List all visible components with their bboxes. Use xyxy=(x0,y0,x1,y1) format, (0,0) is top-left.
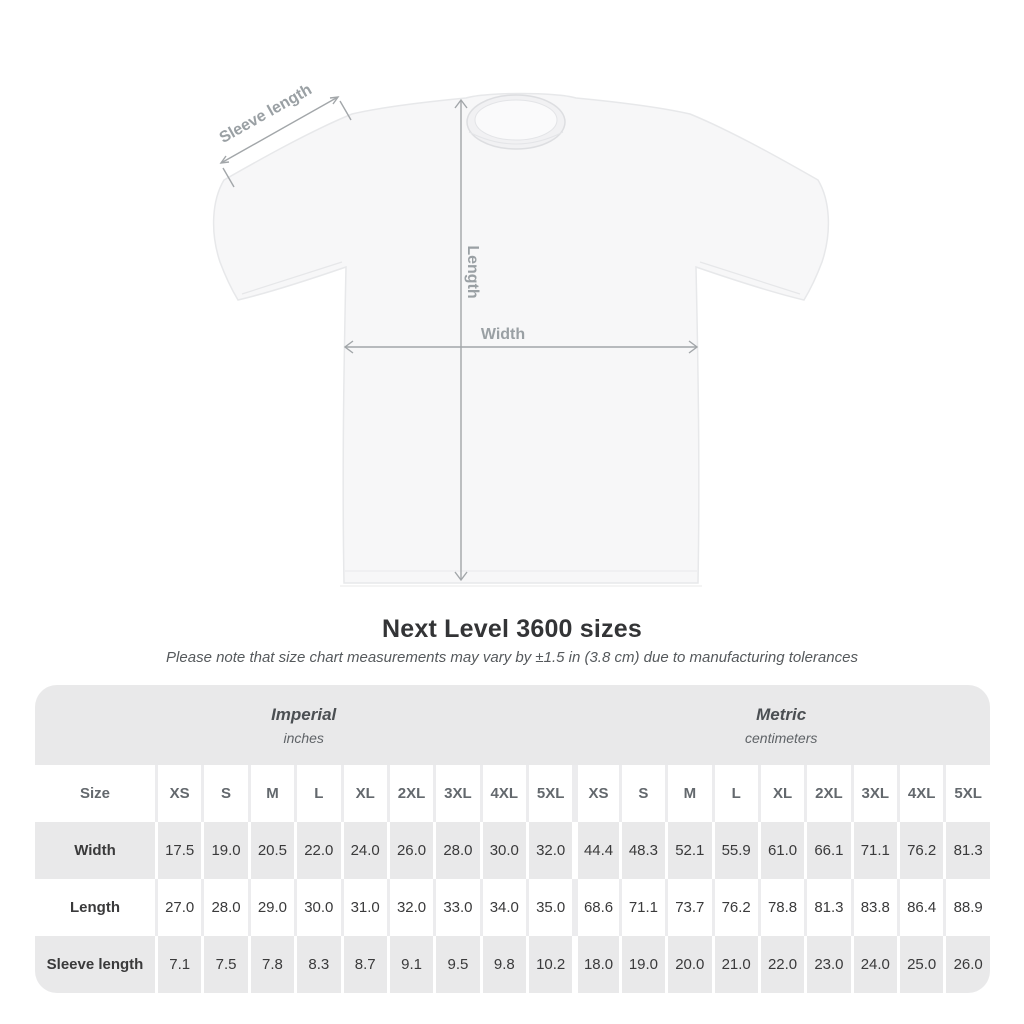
measurement-value: 24.0 xyxy=(851,936,897,993)
measurement-value: 8.3 xyxy=(294,936,340,993)
measurement-value: 20.5 xyxy=(248,822,294,879)
measurement-value: 18.0 xyxy=(572,936,618,993)
unit-group-imperial xyxy=(35,685,572,765)
metric-label: Metric xyxy=(756,704,807,724)
size-column-header: XS xyxy=(155,765,201,822)
size-column-header: M xyxy=(665,765,711,822)
measurement-value: 48.3 xyxy=(619,822,665,879)
measurement-value: 22.0 xyxy=(758,936,804,993)
measurement-value: 32.0 xyxy=(387,879,433,936)
measurement-value: 25.0 xyxy=(897,936,943,993)
size-column-header: 4XL xyxy=(480,765,526,822)
size-column-header: 5XL xyxy=(943,765,990,822)
unit-group-metric xyxy=(572,685,990,765)
measurement-row-label: Length xyxy=(35,879,155,936)
unit-group-row xyxy=(35,685,990,765)
measurement-value: 30.0 xyxy=(480,822,526,879)
measurement-value: 9.8 xyxy=(480,936,526,993)
tolerance-note: Please note that size chart measurements may vary by ±1.5 in (3.8 cm) due to manufacturing tolerances xyxy=(166,649,858,666)
metric-unit: centimeters xyxy=(745,729,818,746)
measurement-value: 34.0 xyxy=(480,879,526,936)
measurement-value: 30.0 xyxy=(294,879,340,936)
measurement-value: 44.4 xyxy=(572,822,618,879)
measurement-value: 68.6 xyxy=(572,879,618,936)
size-column-header: 3XL xyxy=(433,765,479,822)
size-column-header: 2XL xyxy=(804,765,850,822)
imperial-unit: inches xyxy=(283,729,324,746)
size-column-header: S xyxy=(201,765,247,822)
measurement-value: 8.7 xyxy=(341,936,387,993)
measurement-value: 88.9 xyxy=(943,879,990,936)
size-column-header: 3XL xyxy=(851,765,897,822)
collar-inner xyxy=(475,100,557,140)
measurement-value: 17.5 xyxy=(155,822,201,879)
measurement-value: 76.2 xyxy=(712,879,758,936)
measurement-value: 20.0 xyxy=(665,936,711,993)
measurement-value: 9.1 xyxy=(387,936,433,993)
measurement-value: 55.9 xyxy=(712,822,758,879)
measurement-value: 32.0 xyxy=(526,822,572,879)
measurement-value: 27.0 xyxy=(155,879,201,936)
measurement-value: 71.1 xyxy=(619,879,665,936)
size-chart-table xyxy=(35,685,990,993)
measurement-value: 24.0 xyxy=(341,822,387,879)
measurement-value: 78.8 xyxy=(758,879,804,936)
measurement-row-label: Sleeve length xyxy=(35,936,155,993)
measurement-value: 35.0 xyxy=(526,879,572,936)
measurement-value: 26.0 xyxy=(943,936,990,993)
measurement-value: 23.0 xyxy=(804,936,850,993)
measurement-value: 33.0 xyxy=(433,879,479,936)
measurement-row xyxy=(35,936,990,993)
measurement-value: 21.0 xyxy=(712,936,758,993)
measurement-row-label: Width xyxy=(35,822,155,879)
measurement-row xyxy=(35,879,990,936)
measurement-value: 19.0 xyxy=(201,822,247,879)
measurement-value: 29.0 xyxy=(248,879,294,936)
measurement-value: 31.0 xyxy=(341,879,387,936)
size-column-header: 2XL xyxy=(387,765,433,822)
measurement-value: 71.1 xyxy=(851,822,897,879)
measurement-value: 81.3 xyxy=(943,822,990,879)
size-column-header: 5XL xyxy=(526,765,572,822)
size-header-row xyxy=(35,765,990,822)
size-column-header: L xyxy=(294,765,340,822)
measurement-row xyxy=(35,822,990,879)
measurement-value: 52.1 xyxy=(665,822,711,879)
length-label: Length xyxy=(464,245,481,299)
measurement-value: 66.1 xyxy=(804,822,850,879)
measurement-value: 76.2 xyxy=(897,822,943,879)
measurement-value: 7.8 xyxy=(248,936,294,993)
size-column-header: M xyxy=(248,765,294,822)
measurement-value: 7.1 xyxy=(155,936,201,993)
measurement-value: 73.7 xyxy=(665,879,711,936)
measurement-value: 9.5 xyxy=(433,936,479,993)
imperial-label: Imperial xyxy=(271,704,337,724)
size-table xyxy=(35,685,990,993)
sleeve-length-label: Sleeve length xyxy=(216,81,315,147)
size-column-header: XL xyxy=(341,765,387,822)
size-column-header: XL xyxy=(758,765,804,822)
size-column-header: XS xyxy=(572,765,618,822)
measurement-value: 61.0 xyxy=(758,822,804,879)
measurement-value: 81.3 xyxy=(804,879,850,936)
measurement-value: 28.0 xyxy=(433,822,479,879)
size-column-header: 4XL xyxy=(897,765,943,822)
page-title: Next Level 3600 sizes xyxy=(382,615,642,643)
measurement-value: 22.0 xyxy=(294,822,340,879)
measurement-value: 28.0 xyxy=(201,879,247,936)
measurement-value: 86.4 xyxy=(897,879,943,936)
measurement-value: 10.2 xyxy=(526,936,572,993)
measurement-value: 7.5 xyxy=(201,936,247,993)
size-column-header: S xyxy=(619,765,665,822)
measurement-value: 19.0 xyxy=(619,936,665,993)
size-column-header: L xyxy=(712,765,758,822)
size-column-label: Size xyxy=(35,765,155,822)
measurement-value: 83.8 xyxy=(851,879,897,936)
measurement-value: 26.0 xyxy=(387,822,433,879)
width-label: Width xyxy=(480,326,526,343)
